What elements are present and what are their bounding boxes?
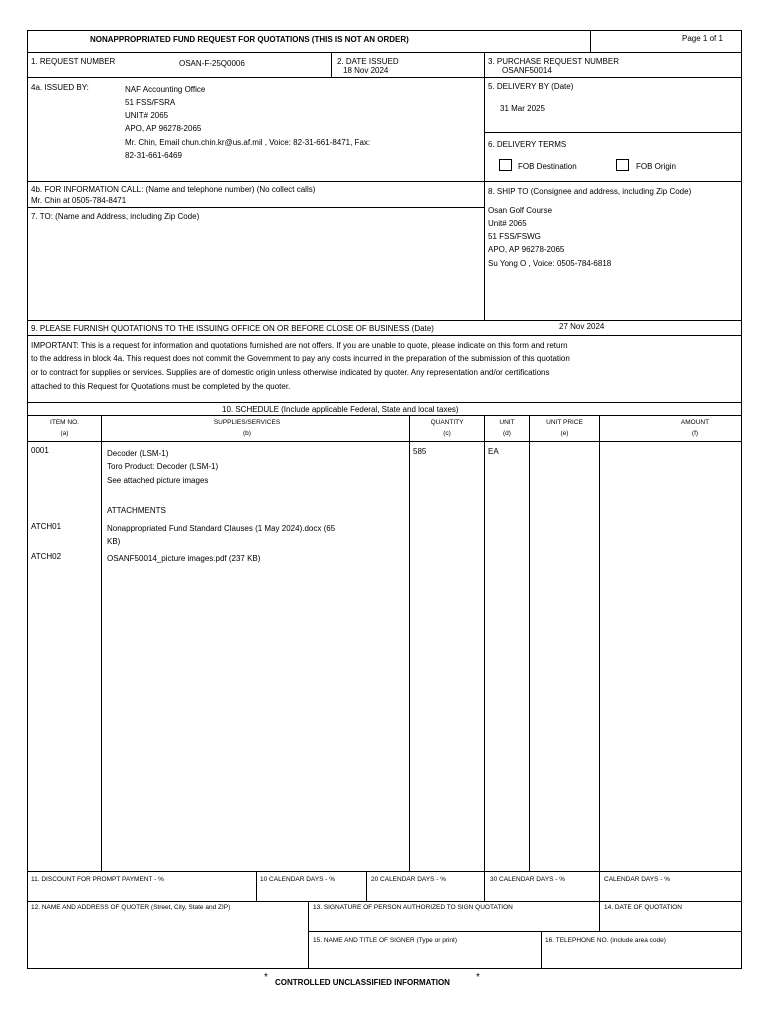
divider: [409, 415, 410, 871]
frame-left: [27, 30, 28, 968]
request-number-label: 1. REQUEST NUMBER: [31, 57, 116, 66]
item-description: Decoder (LSM-1): [107, 449, 169, 458]
divider: [27, 901, 741, 902]
ship-to-line: APO, AP 96278-2065: [488, 245, 565, 254]
ship-to-line: Osan Golf Course: [488, 206, 553, 215]
divider: [484, 871, 485, 901]
divider: [101, 415, 102, 871]
ship-to-label: 8. SHIP TO (Consignee and address, including Zip Code): [488, 187, 692, 196]
col-unit-price: UNIT PRICE: [546, 419, 583, 426]
col-supplies-sub: (b): [243, 430, 251, 437]
divider: [484, 132, 741, 133]
footer-cui: CONTROLLED UNCLASSIFIED INFORMATION: [275, 978, 450, 987]
divider: [366, 871, 367, 901]
divider: [256, 871, 257, 901]
issued-by-line: APO, AP 96278-2065: [125, 124, 202, 133]
divider: [27, 402, 741, 403]
issued-by-line: UNIT# 2065: [125, 111, 169, 120]
ship-to-line: Unit# 2065: [488, 219, 527, 228]
divider: [331, 52, 332, 77]
issued-by-line: Mr. Chin, Email chun.chin.kr@us.af.mil , Voice: 82-31-661-8471, Fax:: [125, 138, 371, 147]
item-unit: EA: [488, 447, 499, 456]
issued-by-label: 4a. ISSUED BY:: [31, 83, 89, 92]
important-notice-line: IMPORTANT: This is a request for information and quotations furnished are not offers. If you are unable to quote, please indicate on this form and return: [31, 341, 568, 350]
divider: [529, 415, 530, 871]
col-quantity-sub: (c): [443, 430, 451, 437]
divider: [27, 320, 741, 321]
info-call-label: 4b. FOR INFORMATION CALL: (Name and telephone number) (No collect calls): [31, 185, 316, 194]
important-notice-line: attached to this Request for Quotations must be completed by the quoter.: [31, 382, 291, 391]
divider: [484, 52, 485, 320]
quote-deadline-label: 9. PLEASE FURNISH QUOTATIONS TO THE ISSUING OFFICE ON OR BEFORE CLOSE OF BUSINESS (Date): [31, 324, 434, 333]
ship-to-line: Su Yong O , Voice: 0505-784-6818: [488, 259, 612, 268]
issued-by-line: 82-31-661-6469: [125, 151, 182, 160]
divider: [599, 871, 600, 901]
fob-origin-label: FOB Origin: [636, 162, 677, 171]
item-description: Toro Product: Decoder (LSM-1): [107, 462, 219, 471]
col-item-no-sub: (a): [60, 430, 69, 437]
divider: [590, 30, 591, 52]
fob-destination-label: FOB Destination: [518, 162, 577, 171]
divider: [27, 441, 741, 442]
item-description: See attached picture images: [107, 476, 209, 485]
schedule-title: 10. SCHEDULE (Include applicable Federal, State and local taxes): [222, 405, 459, 414]
fob-origin-checkbox[interactable]: [616, 159, 629, 171]
col-supplies: SUPPLIES/SERVICES: [213, 419, 281, 426]
item-quantity: 585: [413, 447, 427, 456]
divider: [308, 931, 741, 932]
info-call-value: Mr. Chin at 0505-784-8471: [31, 196, 127, 205]
date-of-quotation-label: 14. DATE OF QUOTATION: [604, 904, 683, 911]
frame-right: [741, 30, 742, 968]
request-number-value: OSAN-F-25Q0006: [179, 59, 245, 68]
divider: [541, 931, 542, 968]
issued-by-line: 51 FSS/FSRA: [125, 98, 176, 107]
signature-label: 13. SIGNATURE OF PERSON AUTHORIZED TO SIGN QUOTATION: [313, 904, 513, 911]
divider: [27, 207, 484, 208]
footer-star: *: [476, 972, 480, 983]
divider: [27, 77, 741, 78]
delivery-by-value: 31 Mar 2025: [500, 104, 545, 113]
col-quantity: QUANTITY: [430, 419, 464, 426]
purchase-request-value: OSANF50014: [502, 66, 552, 75]
divider: [599, 901, 600, 931]
frame-top: [27, 30, 741, 31]
col-unit: UNIT: [499, 419, 515, 426]
divider: [484, 415, 485, 871]
attachment-number: ATCH02: [31, 552, 62, 561]
divider: [27, 871, 741, 872]
discount-label: 11. DISCOUNT FOR PROMPT PAYMENT - %: [31, 876, 164, 883]
attachment-description: Nonappropriated Fund Standard Clauses (1 May 2024).docx (65: [107, 524, 336, 533]
discount-30-days: 30 CALENDAR DAYS - %: [490, 876, 566, 883]
col-item-no: ITEM NO.: [50, 419, 79, 426]
attachments-heading: ATTACHMENTS: [107, 506, 166, 515]
item-number: 0001: [31, 446, 49, 455]
col-unit-sub: (d): [503, 430, 511, 437]
issued-by-line: NAF Accounting Office: [125, 85, 206, 94]
divider: [27, 181, 484, 182]
page-number: Page 1 of 1: [682, 34, 723, 43]
col-amount: AMOUNT: [680, 419, 710, 426]
quoter-name-address-label: 12. NAME AND ADDRESS OF QUOTER (Street, City, State and ZIP): [31, 904, 231, 911]
form-title: NONAPPROPRIATED FUND REQUEST FOR QUOTATIONS (THIS IS NOT AN ORDER): [90, 35, 409, 44]
important-notice-line: or to contract for supplies or services. Supplies are of domestic origin unless otherwise indicated by quoter. Any representation and/or certifications: [31, 368, 550, 377]
quote-deadline-value: 27 Nov 2024: [559, 322, 605, 331]
telephone-label: 16. TELEPHONE NO. (include area code): [545, 937, 666, 944]
signer-name-title-label: 15. NAME AND TITLE OF SIGNER (Type or print): [313, 937, 457, 944]
col-unit-price-sub: (e): [560, 430, 569, 437]
attachment-description: OSANF50014_picture images.pdf (237 KB): [107, 554, 261, 563]
ship-to-line: 51 FSS/FSWG: [488, 232, 541, 241]
purchase-request-label: 3. PURCHASE REQUEST NUMBER: [488, 57, 619, 66]
attachment-description: KB): [107, 537, 121, 546]
important-notice-line: to the address in block 4a. This request does not commit the Government to pay any costs incurred in the preparation of the submission of this quotation: [31, 354, 570, 363]
divider: [308, 901, 309, 968]
attachment-number: ATCH01: [31, 522, 62, 531]
fob-destination-checkbox[interactable]: [499, 159, 512, 171]
divider: [599, 415, 600, 871]
discount-10-days: 10 CALENDAR DAYS - %: [260, 876, 336, 883]
frame-bottom: [27, 968, 742, 969]
divider: [27, 335, 741, 336]
discount-calendar-days: CALENDAR DAYS - %: [604, 876, 670, 883]
footer-star: *: [264, 972, 268, 983]
delivery-terms-label: 6. DELIVERY TERMS: [488, 140, 567, 149]
divider: [484, 181, 741, 182]
to-label: 7. TO: (Name and Address, including Zip Code): [31, 212, 200, 221]
divider: [27, 52, 741, 53]
date-issued-label: 2. DATE ISSUED: [337, 57, 399, 66]
col-amount-sub: (f): [691, 430, 699, 437]
divider: [27, 415, 741, 416]
delivery-by-label: 5. DELIVERY BY (Date): [488, 82, 574, 91]
discount-20-days: 20 CALENDAR DAYS - %: [371, 876, 447, 883]
date-issued-value: 18 Nov 2024: [343, 66, 389, 75]
